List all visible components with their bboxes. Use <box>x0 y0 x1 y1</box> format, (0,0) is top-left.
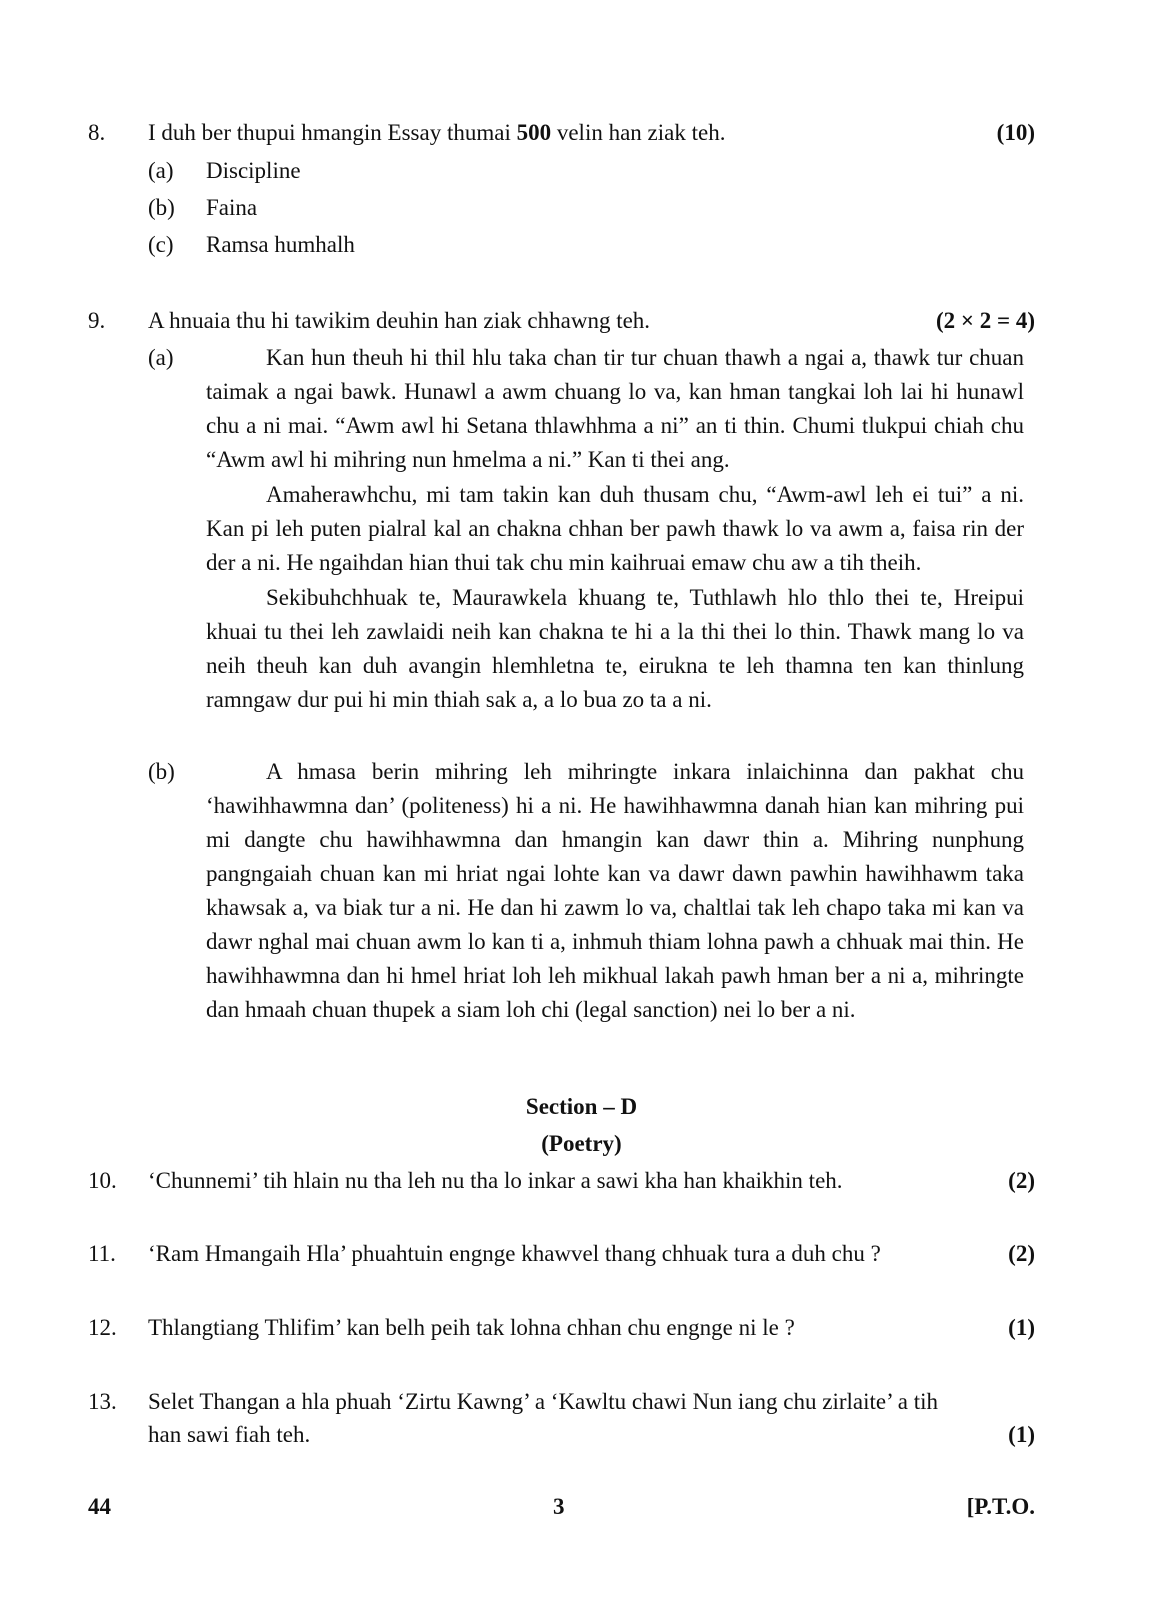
question-number: 13. <box>88 1389 117 1414</box>
page-number: 3 <box>553 1494 565 1519</box>
marks: (2 × 2 = 4) <box>935 308 1035 333</box>
passage-paragraph: Kan hun theuh hi thil hlu taka chan tir tur chuan thawh a ngai a, thawk tur chuan taimak a ngai bawk. Hunawl a awm chuang lo va, kan hman tangkai loh lai hi hunawl chu a ni mai. “Awm awl hi Setana thlawhhma a ni” an ti thin. Chumi tlukpui chiah chu “Awm awl hi mihring nun hmelma a ni.” Kan ti thei ang. <box>206 345 1024 472</box>
marks: (10) <box>996 120 1035 145</box>
section-title: Section – D <box>525 1094 638 1119</box>
marks: (2) <box>1008 1168 1035 1193</box>
option-label: (c) <box>148 232 174 257</box>
passage-paragraph: Amaherawhchu, mi tam takin kan duh thusam chu, “Awm-awl leh ei tui” a ni. Kan pi leh puten pialral kal an chakna chhan ber pawh thawk lo va awm a, faisa rin der der a ni. He ngaihdan hian thui tak chu min kaihruai emaw chu aw a tih theih. <box>206 482 1024 575</box>
passage-a <box>206 341 1024 717</box>
option-text: Ramsa humhalh <box>206 232 355 257</box>
question-number: 10. <box>88 1168 117 1193</box>
option-text: Discipline <box>206 158 301 183</box>
section-subtitle: (Poetry) <box>541 1131 622 1156</box>
passage-label: (b) <box>148 759 175 784</box>
option-label: (a) <box>148 158 174 183</box>
question-text <box>148 116 725 150</box>
question-number: 9. <box>88 308 106 333</box>
option-text: Faina <box>206 195 258 220</box>
passage-paragraph: Sekibuhchhuak te, Maurawkela khuang te, Tuthlawh hlo thlo thei te, Hreipui khuai tu thei leh zawlaidi neih kan chakna te hi a la thi thei lo thin. Thawk mang lo va neih theuh kan duh avangin hlemhletna te, eirukna te leh thamna ten kan thinlung ramngaw dur pui hi min thiah sak a, a lo bua zo ta a ni. <box>206 585 1024 712</box>
word-limit: 500 <box>516 120 552 145</box>
question-text: han sawi fiah teh. <box>148 1422 311 1447</box>
question-text: ‘Chunnemi’ tih hlain nu tha leh nu tha lo inkar a sawi kha han khaikhin teh. <box>148 1168 843 1193</box>
please-turn-over: [P.T.O. <box>966 1494 1035 1519</box>
question-text: Selet Thangan a hla phuah ‘Zirtu Kawng’ a ‘Kawltu chawi Nun iang chu zirlaite’ a tih <box>148 1389 939 1414</box>
passage-paragraph: A hmasa berin mihring leh mihringte inkara inlaichinna dan pakhat chu ‘hawihhawmna dan’ (politeness) hi a ni. He hawihhawmna danah hian kan mihring pui mi dangte chu hawihhawmna dan hmangin kan dawr thin a. Mihring nunphung pangngaiah chuan kan mi hriat ngai lohte kan va dawr dawn pawhin hawihhawm taka khawsak a, va biak tur a ni. He dan hi zawm lo va, chaltlai tak leh chapo taka mi kan va dawr nghal mai chuan awm lo kan ti a, inhmuh thiam lohna pawh a chhuak mai thin. He hawihhawmna dan hi hmel hriat loh leh mikhual lakah pawh hman ber a ni a, mihringte dan hmaah chuan thupek a siam loh chi (legal sanction) nei lo ber a ni. <box>206 759 1024 1022</box>
passage-label: (a) <box>148 345 174 370</box>
question-number: 12. <box>88 1315 117 1340</box>
question-text: ‘Ram Hmangaih Hla’ phuahtuin engnge khawvel thang chhuak tura a duh chu ? <box>148 1241 881 1266</box>
marks: (1) <box>1008 1422 1035 1447</box>
passage-b <box>206 755 1024 1027</box>
paper-code: 44 <box>88 1494 111 1519</box>
question-text-part: velin han ziak teh. <box>551 120 726 145</box>
question-text: Thlangtiang Thlifim’ kan belh peih tak lohna chhan chu engnge ni le ? <box>148 1315 795 1340</box>
question-number: 8. <box>88 120 106 145</box>
marks: (2) <box>1008 1241 1035 1266</box>
question-number: 11. <box>88 1241 116 1266</box>
option-label: (b) <box>148 195 175 220</box>
marks: (1) <box>1008 1315 1035 1340</box>
question-text-part: I duh ber thupui hmangin Essay thumai <box>148 120 517 145</box>
question-text: A hnuaia thu hi tawikim deuhin han ziak chhawng teh. <box>148 308 651 333</box>
